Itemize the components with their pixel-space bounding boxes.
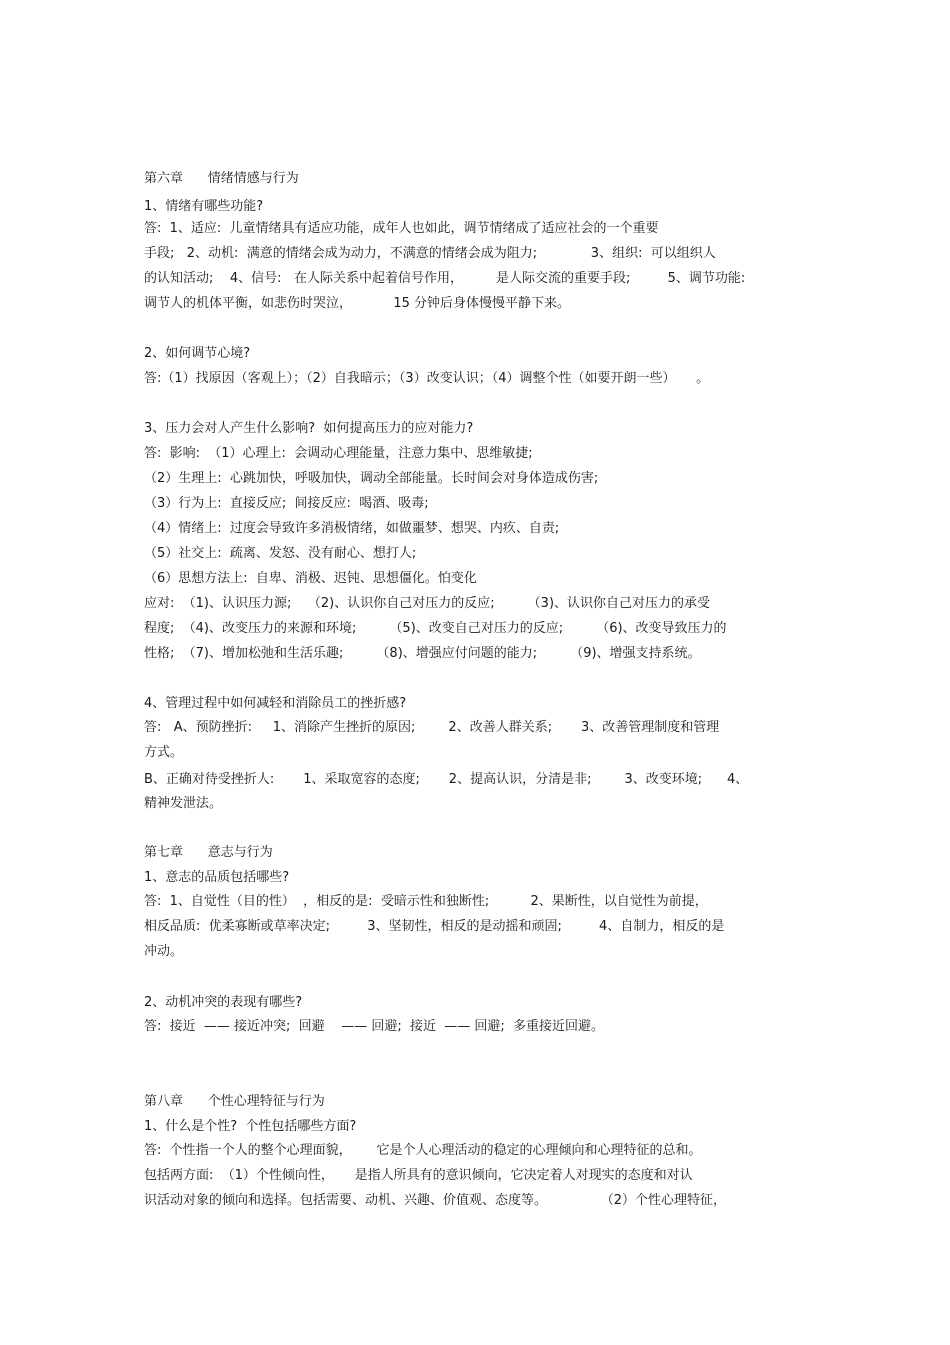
ch6-q1-answer-line: 的认知活动; 4、信号: 在人际关系中起着信号作用， 是人际交流的重要手段; 5、调节功能:: [144, 271, 746, 286]
ch6-q3-answer-line: 答: 影响: （1）心理上: 会调动心理能量，注意力集中、思维敏捷;: [144, 446, 533, 461]
ch6-q1-answer-line: 手段; 2、动机: 满意的情绪会成为动力，不满意的情绪会成为阻力; 3、组织: 可以组织人: [144, 246, 716, 261]
ch7-q1-answer-line: 冲动。: [144, 944, 184, 959]
ch6-q3-answer-line: （3）行为上: 直接反应; 间接反应: 喝酒、吸毒;: [144, 496, 429, 511]
chapter-8-title: 第八章 个性心理特征与行为: [144, 1094, 325, 1109]
ch7-q1-answer-line: 答: 1、自觉性（目的性） ，相反的是: 受暗示性和独断性; 2、果断性，以自觉性为前提，: [144, 894, 708, 909]
ch6-q4-answer-line: 答: A、预防挫折: 1、消除产生挫折的原因; 2、改善人群关系; 3、改善管理制度和管理: [144, 720, 720, 735]
ch6-q2-answer-line: 答:（1）找原因（客观上）；（2）自我暗示；（3）改变认识；（4）调整个性（如要开朗一些） 。: [144, 371, 710, 386]
ch6-q2-question: 2、如何调节心境?: [144, 346, 251, 361]
chapter-7-title: 第七章 意志与行为: [144, 845, 273, 860]
ch6-q3-answer-line: （6）思想方法上: 自卑、消极、迟钝、思想僵化。怕变化: [144, 571, 477, 586]
ch8-q1-question: 1、什么是个性? 个性包括哪些方面?: [144, 1119, 357, 1134]
ch6-q4-answer-line: 方式。: [144, 745, 184, 760]
ch6-q4-answer-line: B、正确对待受挫折人: 1、采取宽容的态度; 2、提高认识，分清是非; 3、改变环境; 4、: [144, 772, 749, 787]
ch6-q3-answer-line: （2）生理上: 心跳加快，呼吸加快，调动全部能量。长时间会对身体造成伤害;: [144, 471, 599, 486]
ch7-q2-answer-line: 答: 接近 —— 接近冲突; 回避 —— 回避; 接近 —— 回避; 多重接近回避。: [144, 1019, 605, 1034]
ch6-q4-answer-line: 精神发泄法。: [144, 796, 223, 811]
chapter-6-title: 第六章 情绪情感与行为: [144, 171, 299, 186]
ch6-q1-question: 1、情绪有哪些功能?: [144, 199, 264, 214]
ch6-q3-answer-line: （4）情绪上: 过度会导致许多消极情绪，如做噩梦、想哭、内疚、自责;: [144, 521, 560, 536]
ch8-q1-answer-line: 答: 个性指一个人的整个心理面貌， 它是个人心理活动的稳定的心理倾向和心理特征的总和。: [144, 1143, 702, 1158]
ch6-q4-question: 4、管理过程中如何减轻和消除员工的挫折感?: [144, 696, 407, 711]
ch6-q3-answer-line: （5）社交上: 疏离、发怒、没有耐心、想打人;: [144, 546, 417, 561]
ch6-q3-question: 3、压力会对人产生什么影响? 如何提高压力的应对能力?: [144, 421, 474, 436]
ch7-q1-question: 1、意志的品质包括哪些?: [144, 870, 290, 885]
ch6-q1-answer-line: 答: 1、适应: 儿童情绪具有适应功能，成年人也如此，调节情绪成了适应社会的一个重要: [144, 221, 659, 236]
ch8-q1-answer-line: 包括两方面: （1）个性倾向性， 是指人所具有的意识倾向，它决定着人对现实的态度和对认: [144, 1168, 693, 1183]
ch6-q1-answer-line: 调节人的机体平衡，如悲伤时哭泣， 15 分钟后身体慢慢平静下来。: [144, 296, 570, 311]
ch7-q1-answer-line: 相反品质: 优柔寡断或草率决定; 3、坚韧性，相反的是动摇和顽固; 4、自制力，相反的是: [144, 919, 725, 934]
ch6-q3-answer-line: 程度; （4)、改变压力的来源和环境; （5)、改变自己对压力的反应; （6)、改变导致压力的: [144, 621, 727, 636]
ch6-q3-answer-line: 应对: （1)、认识压力源; （2)、认识你自己对压力的反应; （3)、认识你自己对压力的承受: [144, 596, 711, 611]
ch6-q3-answer-line: 性格; （7)、增加松弛和生活乐趣; （8)、增强应付问题的能力; （9)、增强支持系统。: [144, 646, 701, 661]
ch8-q1-answer-line: 识活动对象的倾向和选择。包括需要、动机、兴趣、价值观、态度等。 （2）个性心理特征，: [144, 1193, 726, 1208]
ch7-q2-question: 2、动机冲突的表现有哪些?: [144, 995, 303, 1010]
